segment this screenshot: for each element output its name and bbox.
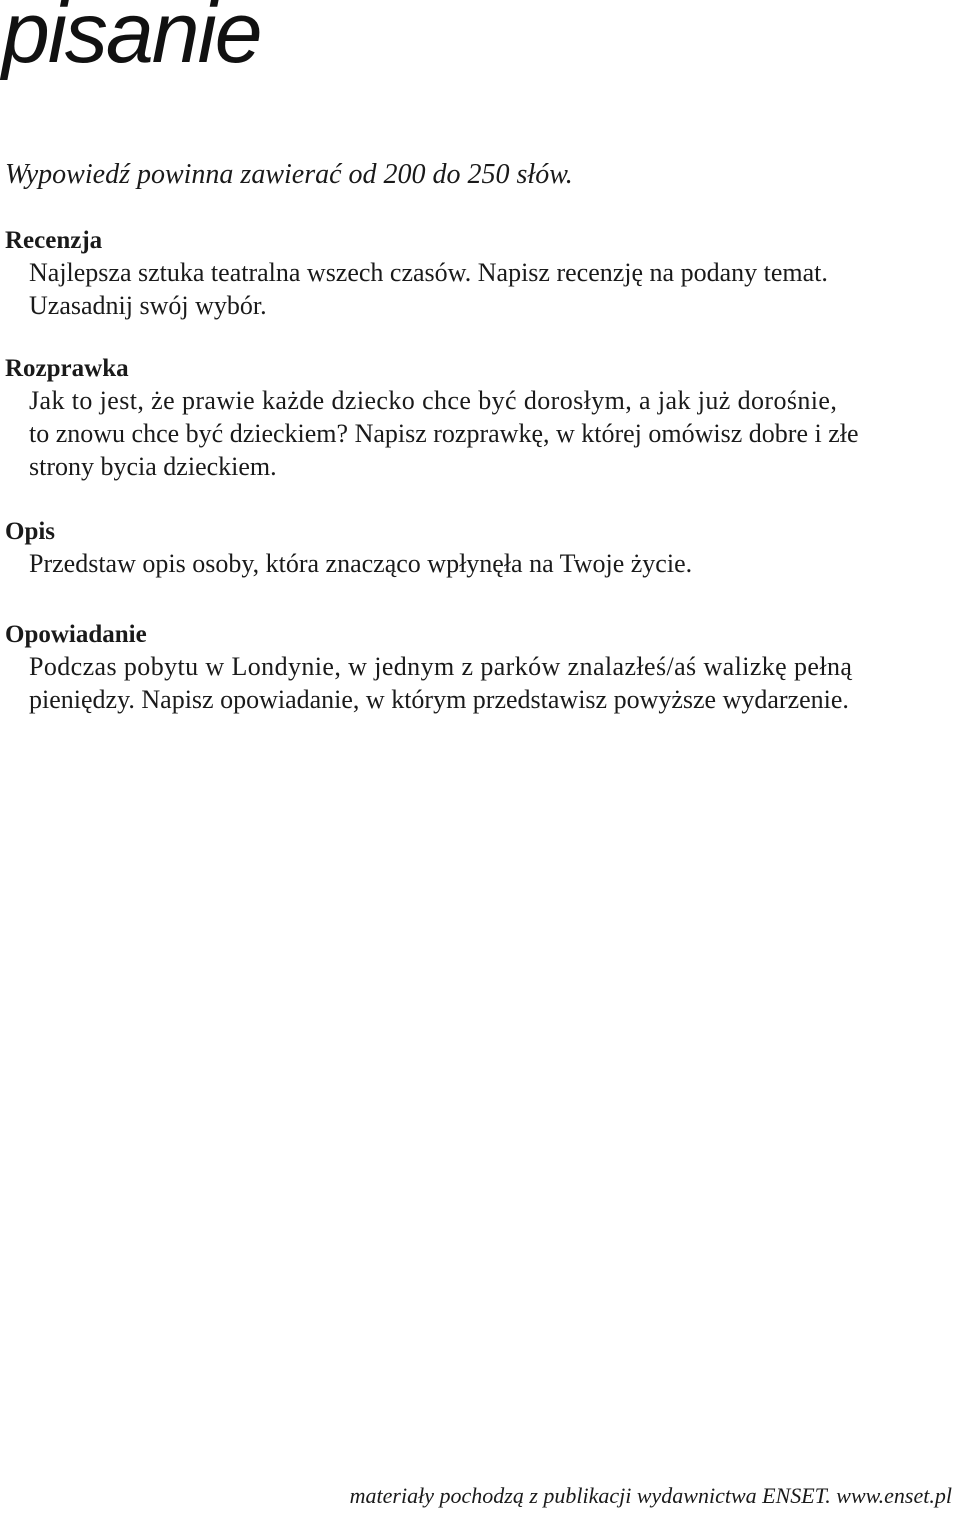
- section-opis: [5, 517, 960, 580]
- body-line: strony bycia dzieckiem.: [29, 452, 277, 481]
- page-title: pisanie: [2, 0, 261, 81]
- section-recenzja: [5, 226, 960, 322]
- publisher-footer: materiały pochodzą z publikacji wydawnictwa ENSET. www.enset.pl: [349, 1483, 952, 1508]
- section-rozprawka: [5, 354, 960, 483]
- body-line: Uzasadnij swój wybór.: [29, 291, 267, 320]
- section-body: [5, 256, 960, 322]
- section-heading: Recenzja: [5, 227, 103, 254]
- body-line: Przedstaw opis osoby, która znacząco wpłynęła na Twoje życie.: [29, 549, 693, 578]
- section-body: [5, 650, 960, 716]
- body-line: Jak to jest, że prawie każde dziecko chce być dorosłym, a jak już dorośnie,: [29, 386, 838, 415]
- section-body: [5, 547, 960, 580]
- section-opowiadanie: [5, 620, 960, 716]
- body-line: pieniędzy. Napisz opowiadanie, w którym przedstawisz powyższe wydarzenie.: [29, 685, 849, 714]
- body-line: Podczas pobytu w Londynie, w jednym z parków znalazłeś/aś walizkę pełną: [29, 652, 853, 681]
- body-line: to znowu chce być dzieckiem? Napisz rozprawkę, w której omówisz dobre i złe: [29, 419, 859, 448]
- word-count-instruction: Wypowiedź powinna zawierać od 200 do 250 słów.: [5, 159, 573, 190]
- section-body: [5, 384, 960, 483]
- section-heading: Rozprawka: [5, 355, 129, 382]
- section-heading: Opowiadanie: [5, 621, 147, 648]
- section-heading: Opis: [5, 518, 56, 545]
- body-line: Najlepsza sztuka teatralna wszech czasów. Napisz recenzję na podany temat.: [29, 258, 828, 287]
